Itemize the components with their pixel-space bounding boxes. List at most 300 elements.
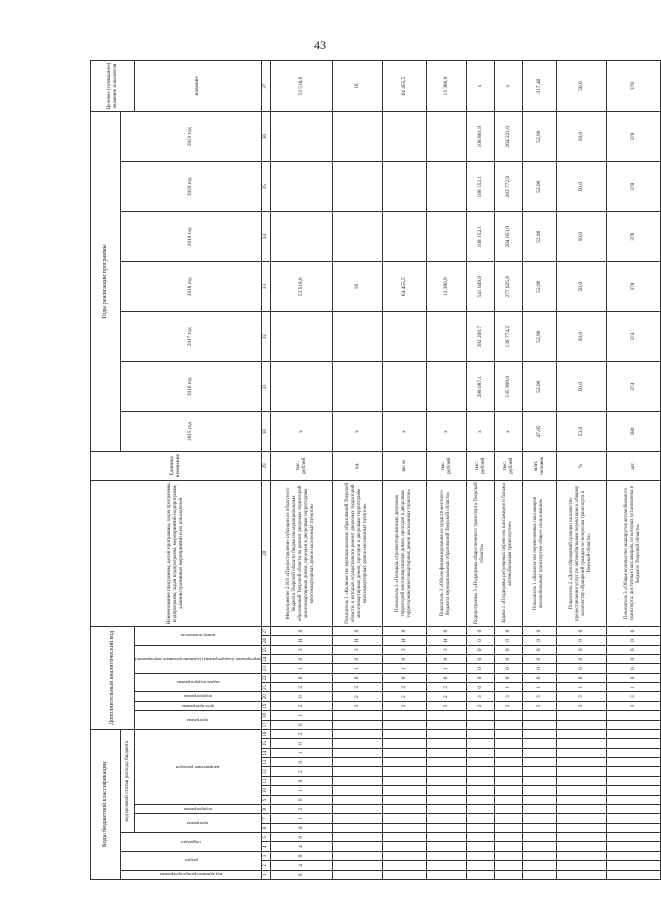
code-cell: 0	[270, 720, 332, 729]
code-cell	[606, 730, 660, 739]
code-cell	[382, 786, 426, 795]
final-value-cell: х	[494, 61, 522, 112]
indicator-name: Показатель 2 «Доля обращений граждан на качество предоставления услуг по автомобильным перевозкам к общему количеству обращений граждан по вопросам транспорта в Тверской области»	[556, 480, 606, 626]
indicator-name: Показатель 1 «Количество перевезенных пассажиров автомобильным транспортом общего пользования»	[522, 480, 556, 626]
code-cell	[466, 870, 494, 879]
code-cell: 0	[466, 636, 494, 645]
year-2021-header: 2021 год	[121, 112, 262, 162]
code-cell	[466, 748, 494, 757]
final-value-cell: 378	[606, 61, 660, 112]
code-cell: 3	[606, 701, 660, 710]
code-cell	[522, 739, 556, 748]
year-2017-header: 2017 год	[121, 312, 262, 362]
code-cell: 0	[426, 655, 466, 664]
year-value-cell: 380	[606, 412, 660, 452]
code-cell	[556, 776, 606, 785]
code-cell: 1	[270, 711, 332, 720]
code-cell: 0	[466, 664, 494, 673]
column-number: 11	[261, 776, 270, 785]
page-number: 43	[314, 38, 326, 52]
year-value-cell	[426, 362, 466, 412]
column-number: 32	[261, 312, 270, 362]
code-cell	[382, 776, 426, 785]
code-cell	[466, 758, 494, 767]
year-value-cell: 13 380,9	[426, 262, 466, 312]
final-value-header: значение	[135, 61, 262, 112]
unit-cell: тыс. рублей	[426, 451, 466, 480]
year-2019-header: 2019 год	[121, 212, 262, 262]
code-cell	[494, 842, 522, 851]
final-value-cell: 53 518,6	[270, 61, 332, 112]
year-value-cell: 135 999,0	[494, 362, 522, 412]
column-number: 20	[261, 692, 270, 701]
code-cell: 2	[270, 805, 332, 814]
code-cell: 3	[606, 692, 660, 701]
code-cell: 1	[556, 683, 606, 692]
unit-header: Единица измерения	[91, 451, 262, 480]
code-cell	[466, 767, 494, 776]
code-cell: 0	[270, 692, 332, 701]
code-cell: 1	[606, 683, 660, 692]
code-cell: 3	[494, 701, 522, 710]
code-cell	[494, 814, 522, 823]
code-cell: 2	[270, 683, 332, 692]
code-cell	[382, 730, 426, 739]
code-cell: 0	[556, 673, 606, 682]
code-cell: 2	[382, 692, 426, 701]
code-cell: 3	[382, 701, 426, 710]
final-value-cell: 16	[332, 61, 382, 112]
code-cell	[606, 814, 660, 823]
column-number: 25	[261, 645, 270, 654]
table-body	[270, 61, 660, 880]
code-cell: 0	[332, 655, 382, 664]
column-number: 30	[261, 412, 270, 452]
dop-subprogram-header: подпрограмма	[135, 692, 262, 701]
code-cell: 0	[270, 795, 332, 804]
year-value-cell: 204 221,0	[494, 112, 522, 162]
column-number: 19	[261, 701, 270, 710]
code-cell: 0	[556, 664, 606, 673]
table-row	[270, 61, 332, 880]
unit-cell: шт.	[606, 451, 660, 480]
code-cell	[606, 739, 660, 748]
year-value-cell	[426, 212, 466, 262]
year-value-cell: 139 774,2	[494, 312, 522, 362]
code-cell: 1	[382, 664, 426, 673]
year-value-cell: 378	[606, 212, 660, 262]
code-cell	[606, 720, 660, 729]
year-value-cell: х	[270, 412, 332, 452]
target-article-header: код целевой статьи расхода бюджета	[121, 730, 135, 833]
unit-cell: тыс. рублей	[270, 451, 332, 480]
code-cell: 0	[270, 739, 332, 748]
code-cell: 3	[332, 701, 382, 710]
indicator-name: Показатель 2 «Площадь отремонтированных дворовых территорий многоквартирных домов, проездов к дворовым территориям многоквартирных домов населенных пунктов»	[382, 480, 426, 626]
code-cell: 0	[522, 673, 556, 682]
code-cell	[556, 758, 606, 767]
year-value-cell: 374	[606, 312, 660, 362]
final-value-cell: 317,40	[522, 61, 556, 112]
code-cell: 0	[522, 655, 556, 664]
code-cell: 0	[426, 673, 466, 682]
code-cell	[426, 805, 466, 814]
year-value-cell	[270, 162, 332, 212]
code-cell: 1	[270, 786, 332, 795]
code-cell	[606, 767, 660, 776]
code-cell	[426, 823, 466, 832]
direction-code-header: направление расходов	[135, 730, 262, 805]
code-cell	[556, 748, 606, 757]
column-number: 34	[261, 212, 270, 262]
year-value-cell: 52,90	[522, 362, 556, 412]
code-cell: 0	[466, 645, 494, 654]
code-cell	[494, 833, 522, 842]
code-cell: 0	[382, 673, 426, 682]
code-cell	[466, 795, 494, 804]
code-cell	[426, 730, 466, 739]
code-cell	[466, 776, 494, 785]
year-value-cell	[270, 362, 332, 412]
code-cell: 2	[426, 692, 466, 701]
code-cell: 0	[556, 655, 606, 664]
unit-cell: ед.	[332, 451, 382, 480]
code-cell: 4	[270, 842, 332, 851]
year-value-cell	[426, 112, 466, 162]
code-cell	[382, 739, 426, 748]
code-cell	[606, 823, 660, 832]
unit-cell: %	[556, 451, 606, 480]
column-number: 22	[261, 673, 270, 682]
column-number: 37	[261, 61, 270, 112]
code-cell	[606, 776, 660, 785]
code-cell: 0	[494, 636, 522, 645]
code-cell	[466, 833, 494, 842]
indicator-name: Мероприятие 2.003 «Предоставление субсидии из областного бюджета Тверской области бюджетам муниципальных образований Тверской области на ремонт дворовых территорий многоквартирных домов, проездов к дворовым территориям многоквартирных домов населенных пунктов»	[270, 480, 332, 626]
year-value-cell: х	[494, 412, 522, 452]
years-header: Годы реализации программы	[91, 112, 121, 452]
code-cell: 0	[556, 636, 606, 645]
year-value-cell: 378	[606, 162, 660, 212]
table-row	[522, 61, 556, 880]
year-value-cell	[382, 162, 426, 212]
column-number: 12	[261, 767, 270, 776]
code-cell: 0	[466, 683, 494, 692]
column-number: 10	[261, 786, 270, 795]
unit-cell: тыс. рублей	[494, 451, 522, 480]
final-value-cell: 50,0	[556, 61, 606, 112]
code-cell	[606, 748, 660, 757]
code-cell: 0	[494, 655, 522, 664]
column-number: 7	[261, 814, 270, 823]
code-cell: 0	[494, 664, 522, 673]
year-value-cell	[270, 312, 332, 362]
code-cell: 2	[270, 701, 332, 710]
indicator-name: Подпрограмма 3 «Поддержка общественного транспорта Тверской области»	[466, 480, 494, 626]
code-cell: 9	[270, 823, 332, 832]
code-cell: 0	[270, 673, 332, 682]
final-value-cell: 13 380,9	[426, 61, 466, 112]
code-cell	[426, 833, 466, 842]
code-cell: 0	[556, 645, 606, 654]
code-cell: 0	[606, 673, 660, 682]
year-value-cell	[332, 362, 382, 412]
code-cell: 0	[606, 655, 660, 664]
code-cell: 3	[270, 645, 332, 654]
code-cell	[606, 805, 660, 814]
code-cell	[466, 805, 494, 814]
column-number: 5	[261, 833, 270, 842]
year-value-cell	[382, 362, 426, 412]
kbk-header: Коды бюджетной классификации	[91, 730, 121, 880]
dop-measure-header: мероприятие (подпрограммы) (административное мероприятие)	[135, 645, 262, 673]
code-cell	[466, 739, 494, 748]
code-cell: 0	[332, 673, 382, 682]
table-row	[606, 61, 660, 880]
code-cell: 0	[494, 673, 522, 682]
code-cell: 0	[270, 851, 332, 860]
code-cell: Н	[270, 636, 332, 645]
code-cell	[332, 842, 382, 851]
column-number: 26	[261, 636, 270, 645]
code-cell	[522, 842, 556, 851]
code-cell: 3	[426, 701, 466, 710]
year-value-cell: 52,90	[522, 162, 556, 212]
year-value-cell	[382, 212, 426, 262]
column-number: 6	[261, 823, 270, 832]
column-number: 27	[261, 626, 270, 636]
code-cell: 0	[270, 626, 332, 636]
code-cell: 0	[522, 626, 556, 636]
code-cell: 0	[606, 645, 660, 654]
code-cell	[332, 711, 382, 720]
final-header: Целевое (суммарное) значение показателя	[91, 61, 135, 112]
table-row	[426, 61, 466, 880]
unit-cell: млн. человек	[522, 451, 556, 480]
year-value-cell: 50,0	[556, 212, 606, 262]
code-cell: 0	[522, 664, 556, 673]
final-value-cell: 64 455,5	[382, 61, 426, 112]
column-numbers-row	[261, 61, 270, 880]
rotated-table-wrapper	[90, 60, 642, 880]
dop-task-header: задача подпрограммы	[135, 673, 262, 692]
code-cell	[556, 767, 606, 776]
code-cell	[556, 805, 606, 814]
code-cell	[332, 758, 382, 767]
code-cell	[332, 786, 382, 795]
year-value-cell: 374	[606, 362, 660, 412]
column-number: 21	[261, 683, 270, 692]
code-cell: 3	[466, 692, 494, 701]
code-cell	[426, 748, 466, 757]
table-row	[494, 61, 522, 880]
column-number: 35	[261, 162, 270, 212]
code-cell	[332, 748, 382, 757]
code-cell	[426, 786, 466, 795]
year-value-cell	[332, 112, 382, 162]
column-number: 36	[261, 112, 270, 162]
code-cell	[494, 851, 522, 860]
code-cell	[494, 767, 522, 776]
code-cell	[522, 767, 556, 776]
code-cell	[494, 730, 522, 739]
code-cell	[522, 776, 556, 785]
year-value-cell	[426, 312, 466, 362]
code-cell	[466, 814, 494, 823]
year-value-cell: 16	[332, 262, 382, 312]
name-header: Наименование программы, целей программы, задач программы, подпрограмм, задач подпрограмм, мероприятий подпрограмм, административных мероприятий и их показателей	[91, 480, 262, 626]
code-cell	[606, 833, 660, 842]
code-cell: 3	[522, 692, 556, 701]
code-cell	[522, 795, 556, 804]
column-number: 18	[261, 711, 270, 720]
code-cell	[332, 739, 382, 748]
year-value-cell: 52,90	[522, 312, 556, 362]
code-cell	[466, 730, 494, 739]
year-2020-header: 2020 год	[121, 162, 262, 212]
code-cell: 3	[494, 692, 522, 701]
column-number: 4	[261, 842, 270, 851]
code-cell: 3	[426, 645, 466, 654]
year-value-cell: 50,0	[556, 362, 606, 412]
code-cell	[382, 795, 426, 804]
code-cell: 2	[270, 730, 332, 739]
code-cell: 0	[556, 626, 606, 636]
unit-cell: тыс. рублей	[466, 451, 494, 480]
code-cell: 0	[606, 664, 660, 673]
code-cell	[522, 814, 556, 823]
year-value-cell	[382, 112, 426, 162]
code-cell	[426, 758, 466, 767]
column-number: 8	[261, 805, 270, 814]
code-cell: 4	[270, 861, 332, 870]
code-cell: Н	[426, 636, 466, 645]
code-cell: 1	[522, 683, 556, 692]
code-cell	[556, 720, 606, 729]
code-cell: 0	[466, 673, 494, 682]
year-value-cell: 378	[606, 262, 660, 312]
final-value-cell: х	[466, 61, 494, 112]
code-cell	[382, 851, 426, 860]
code-cell	[382, 720, 426, 729]
year-value-cell	[426, 162, 466, 212]
code-cell	[382, 711, 426, 720]
code-cell	[606, 795, 660, 804]
code-cell: 1	[270, 664, 332, 673]
year-value-cell: 277 625,6	[494, 262, 522, 312]
code-cell	[382, 823, 426, 832]
year-value-cell: 53 518,6	[270, 262, 332, 312]
code-cell: 2	[382, 683, 426, 692]
year-value-cell	[382, 312, 426, 362]
column-number: 16	[261, 730, 270, 739]
indicator-name: Задача 1 «Поддержка регулярных перевозок пассажиров и багажа автомобильным транспортом»	[494, 480, 522, 626]
year-value-cell: 53,0	[556, 412, 606, 452]
code-cell: 1	[270, 814, 332, 823]
code-cell	[556, 870, 606, 879]
code-cell	[556, 861, 606, 870]
code-cell: 0	[494, 645, 522, 654]
code-cell	[426, 795, 466, 804]
year-value-cell: 50,0	[556, 312, 606, 362]
table-row	[382, 61, 426, 880]
code-cell	[494, 786, 522, 795]
program-indicators-table	[90, 60, 661, 880]
column-number: 14	[261, 748, 270, 757]
code-cell: 0	[606, 636, 660, 645]
code-cell	[332, 720, 382, 729]
code-cell	[494, 823, 522, 832]
code-cell	[332, 851, 382, 860]
code-cell: 1	[332, 664, 382, 673]
code-cell	[426, 861, 466, 870]
code-cell: 2	[270, 767, 332, 776]
code-cell: 1	[270, 748, 332, 757]
year-value-cell: х	[332, 412, 382, 452]
year-value-cell: 541 049,0	[466, 262, 494, 312]
column-number: 1	[261, 870, 270, 879]
program-code-header: программа	[135, 814, 262, 833]
year-value-cell: 298 087,1	[466, 362, 494, 412]
table-row	[556, 61, 606, 880]
code-cell: 0	[382, 626, 426, 636]
code-cell	[426, 711, 466, 720]
code-cell: 3	[382, 645, 426, 654]
dop-indicator-number-header: номер показателя	[135, 626, 262, 645]
code-cell	[556, 711, 606, 720]
code-cell	[522, 833, 556, 842]
code-cell	[494, 720, 522, 729]
year-value-cell: 50,0	[556, 162, 606, 212]
code-cell	[494, 748, 522, 757]
code-cell	[382, 814, 426, 823]
code-cell	[522, 861, 556, 870]
code-cell	[466, 720, 494, 729]
code-cell: 1	[494, 683, 522, 692]
year-2018-header: 2018 год	[121, 262, 262, 312]
code-cell	[382, 748, 426, 757]
code-cell	[556, 739, 606, 748]
admin-code-header: код администратора программы	[121, 870, 262, 879]
year-value-cell: 392 200,7	[466, 312, 494, 362]
year-value-cell: 204 053,9	[494, 212, 522, 262]
year-2015-header: 2015 год	[121, 412, 262, 452]
code-cell: 0	[332, 626, 382, 636]
code-cell	[522, 748, 556, 757]
column-number: 13	[261, 758, 270, 767]
code-cell	[426, 767, 466, 776]
code-cell: Н	[382, 636, 426, 645]
code-cell: 2	[332, 683, 382, 692]
year-value-cell	[332, 162, 382, 212]
code-cell	[522, 720, 556, 729]
code-cell	[382, 767, 426, 776]
indicator-name: Показатель 3 «Объем финансирования из средств местного бюджета муниципальных образований Тверской области»	[426, 480, 466, 626]
razdel-header: раздел	[121, 851, 262, 870]
code-cell	[382, 833, 426, 842]
code-cell	[332, 795, 382, 804]
code-cell: 0	[606, 626, 660, 636]
code-cell	[494, 805, 522, 814]
code-cell	[556, 786, 606, 795]
code-cell	[426, 842, 466, 851]
code-cell	[606, 861, 660, 870]
code-cell	[522, 711, 556, 720]
code-cell	[332, 805, 382, 814]
year-value-cell: 47,05	[522, 412, 556, 452]
dop-goal-header: цель программы	[135, 701, 262, 710]
code-cell	[332, 776, 382, 785]
